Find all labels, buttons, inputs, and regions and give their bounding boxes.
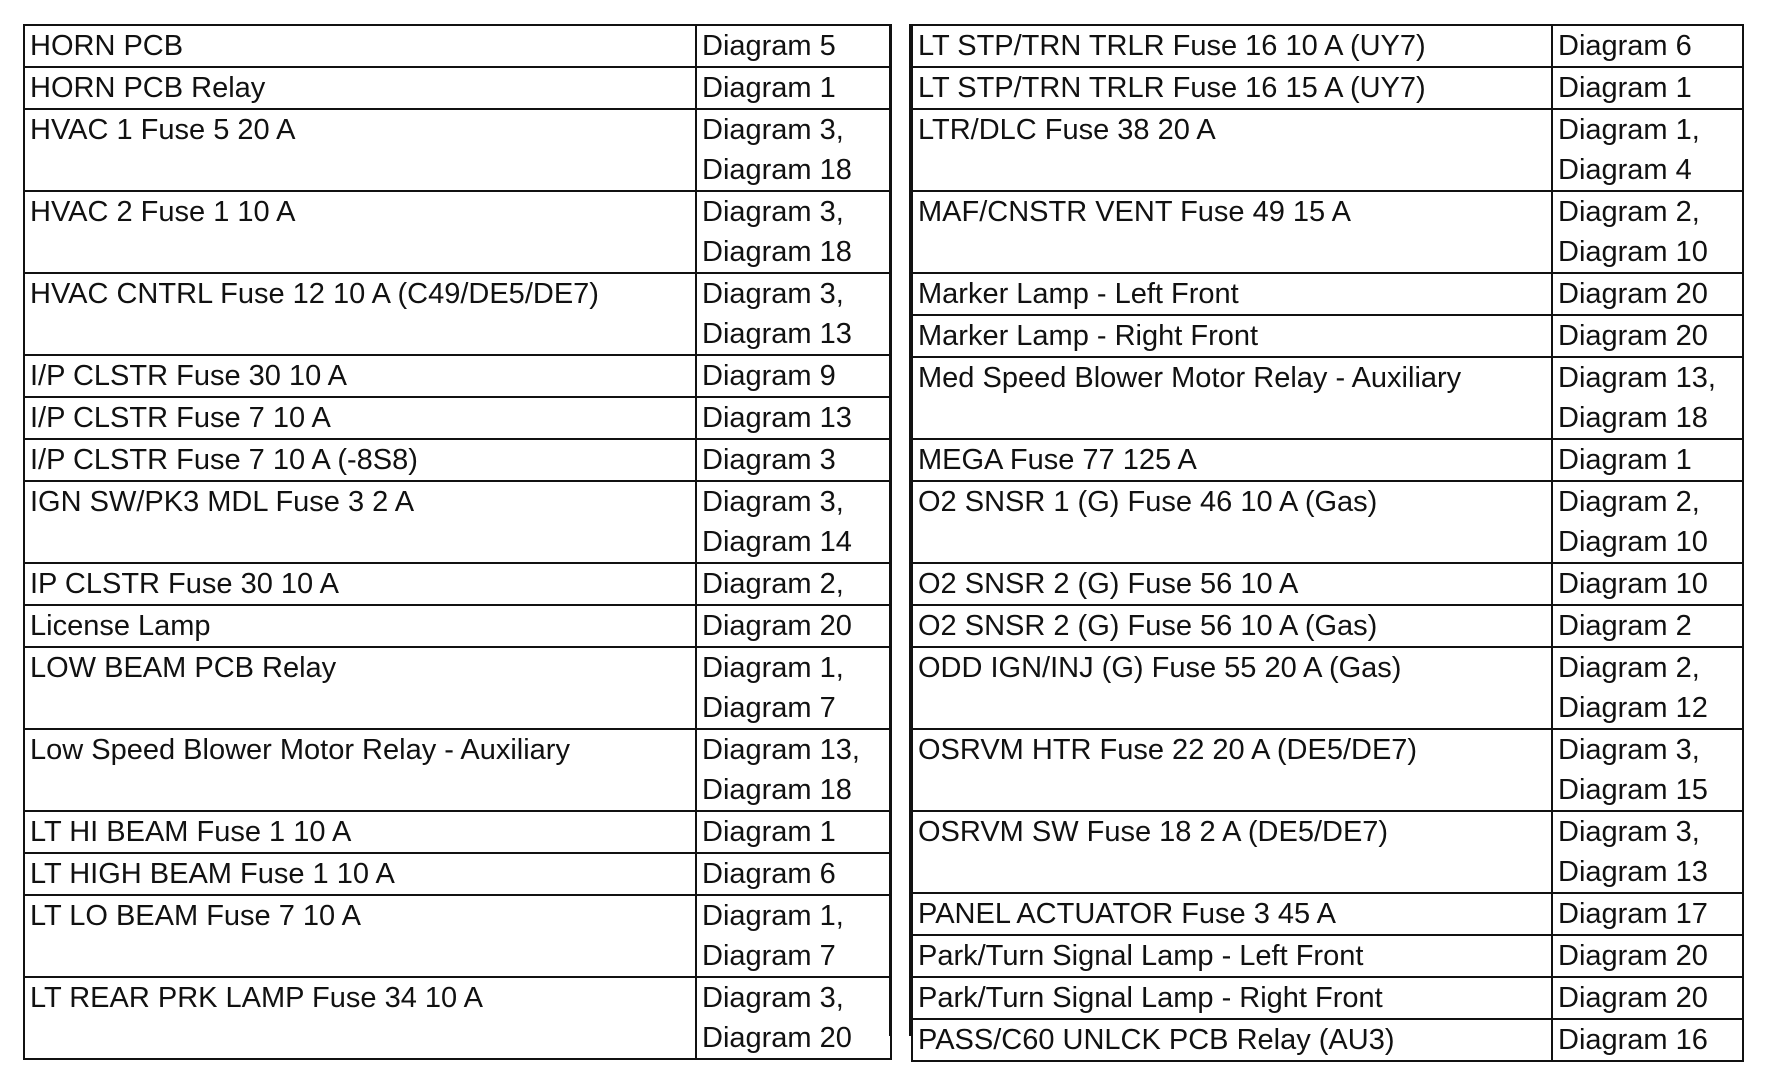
index-row — [912, 605, 1743, 647]
component-name-cell: IGN SW/PK3 MDL Fuse 3 2 A — [24, 481, 696, 563]
component-name-cell: LTR/DLC Fuse 38 20 A — [912, 109, 1552, 191]
index-row — [912, 893, 1743, 935]
component-name-cell: O2 SNSR 2 (G) Fuse 56 10 A — [912, 563, 1552, 605]
diagram-reference-cell: Diagram 3 — [696, 439, 891, 481]
diagram-reference-cell: Diagram 18 — [696, 770, 891, 811]
index-row — [912, 1019, 1743, 1061]
diagram-reference-cell: Diagram 1 — [696, 811, 891, 853]
diagram-reference-cell: Diagram 20 — [696, 1018, 891, 1059]
column-separator-line — [889, 24, 891, 1036]
component-name-cell: LOW BEAM PCB Relay — [24, 647, 696, 729]
component-name-cell: Marker Lamp - Right Front — [912, 315, 1552, 357]
index-row — [912, 647, 1743, 688]
diagram-reference-cell: Diagram 18 — [696, 232, 891, 273]
component-name-cell: I/P CLSTR Fuse 7 10 A (-8S8) — [24, 439, 696, 481]
index-row — [912, 977, 1743, 1019]
index-row — [24, 853, 891, 895]
diagram-reference-cell: Diagram 2, — [1552, 481, 1743, 522]
diagram-reference-cell: Diagram 3, — [696, 481, 891, 522]
component-name-cell: PANEL ACTUATOR Fuse 3 45 A — [912, 893, 1552, 935]
component-name-cell: IP CLSTR Fuse 30 10 A — [24, 563, 696, 605]
component-name-cell: LT STP/TRN TRLR Fuse 16 10 A (UY7) — [912, 25, 1552, 67]
index-row — [912, 563, 1743, 605]
component-name-cell: LT LO BEAM Fuse 7 10 A — [24, 895, 696, 977]
diagram-reference-cell: Diagram 7 — [696, 936, 891, 977]
diagram-reference-cell: Diagram 1, — [696, 895, 891, 936]
diagram-reference-cell: Diagram 1, — [1552, 109, 1743, 150]
component-name-cell: LT HI BEAM Fuse 1 10 A — [24, 811, 696, 853]
component-name-cell: Park/Turn Signal Lamp - Left Front — [912, 935, 1552, 977]
index-row — [912, 729, 1743, 770]
index-row — [24, 25, 891, 67]
component-name-cell: HVAC 1 Fuse 5 20 A — [24, 109, 696, 191]
diagram-reference-cell: Diagram 1 — [1552, 439, 1743, 481]
component-name-cell: HORN PCB — [24, 25, 696, 67]
diagram-reference-cell: Diagram 3, — [696, 273, 891, 314]
diagram-reference-cell: Diagram 2, — [1552, 191, 1743, 232]
diagram-reference-cell: Diagram 20 — [696, 605, 891, 647]
index-row — [24, 439, 891, 481]
diagram-reference-cell: Diagram 13 — [696, 314, 891, 355]
diagram-reference-cell: Diagram 13 — [1552, 852, 1743, 893]
diagram-reference-cell: Diagram 20 — [1552, 273, 1743, 315]
index-row — [912, 935, 1743, 977]
index-row — [24, 729, 891, 770]
index-row — [24, 397, 891, 439]
diagram-reference-cell: Diagram 1 — [1552, 67, 1743, 109]
diagram-reference-cell: Diagram 20 — [1552, 977, 1743, 1019]
index-row — [912, 315, 1743, 357]
index-row — [24, 977, 891, 1018]
index-row — [912, 109, 1743, 150]
diagram-reference-cell: Diagram 17 — [1552, 893, 1743, 935]
diagram-reference-cell: Diagram 3, — [696, 977, 891, 1018]
index-row — [24, 355, 891, 397]
component-name-cell: O2 SNSR 2 (G) Fuse 56 10 A (Gas) — [912, 605, 1552, 647]
index-row — [24, 67, 891, 109]
component-name-cell: LT REAR PRK LAMP Fuse 34 10 A — [24, 977, 696, 1059]
component-name-cell: I/P CLSTR Fuse 30 10 A — [24, 355, 696, 397]
component-name-cell: ODD IGN/INJ (G) Fuse 55 20 A (Gas) — [912, 647, 1552, 729]
diagram-reference-cell: Diagram 13 — [696, 397, 891, 439]
diagram-reference-cell: Diagram 7 — [696, 688, 891, 729]
index-row — [912, 273, 1743, 315]
component-name-cell: Park/Turn Signal Lamp - Right Front — [912, 977, 1552, 1019]
diagram-reference-cell: Diagram 12 — [1552, 688, 1743, 729]
diagram-reference-cell: Diagram 15 — [1552, 770, 1743, 811]
diagram-reference-cell: Diagram 10 — [1552, 232, 1743, 273]
diagram-reference-cell: Diagram 2, — [696, 563, 891, 605]
component-name-cell: Low Speed Blower Motor Relay - Auxiliary — [24, 729, 696, 811]
diagram-reference-cell: Diagram 16 — [1552, 1019, 1743, 1061]
diagram-reference-cell: Diagram 3, — [1552, 811, 1743, 852]
diagram-reference-cell: Diagram 1 — [696, 67, 891, 109]
component-name-cell: LT HIGH BEAM Fuse 1 10 A — [24, 853, 696, 895]
diagram-reference-cell: Diagram 20 — [1552, 315, 1743, 357]
index-row — [912, 25, 1743, 67]
index-row — [912, 357, 1743, 398]
diagram-reference-cell: Diagram 13, — [696, 729, 891, 770]
diagram-reference-cell: Diagram 18 — [1552, 398, 1743, 439]
component-name-cell: MAF/CNSTR VENT Fuse 49 15 A — [912, 191, 1552, 273]
index-row — [912, 191, 1743, 232]
index-row — [912, 811, 1743, 852]
component-name-cell: PASS/C60 UNLCK PCB Relay (AU3) — [912, 1019, 1552, 1061]
index-table-right-body — [912, 25, 1743, 1061]
index-row — [912, 481, 1743, 522]
diagram-reference-cell: Diagram 3, — [1552, 729, 1743, 770]
component-name-cell: HVAC 2 Fuse 1 10 A — [24, 191, 696, 273]
diagram-reference-cell: Diagram 13, — [1552, 357, 1743, 398]
diagram-reference-cell: Diagram 6 — [696, 853, 891, 895]
diagram-reference-cell: Diagram 14 — [696, 522, 891, 563]
component-name-cell: O2 SNSR 1 (G) Fuse 46 10 A (Gas) — [912, 481, 1552, 563]
index-row — [24, 647, 891, 688]
index-row — [24, 481, 891, 522]
component-name-cell: HVAC CNTRL Fuse 12 10 A (C49/DE5/DE7) — [24, 273, 696, 355]
component-name-cell: Med Speed Blower Motor Relay - Auxiliary — [912, 357, 1552, 439]
diagram-reference-cell: Diagram 3, — [696, 191, 891, 232]
diagram-reference-cell: Diagram 10 — [1552, 522, 1743, 563]
component-name-cell: LT STP/TRN TRLR Fuse 16 15 A (UY7) — [912, 67, 1552, 109]
index-row — [24, 895, 891, 936]
diagram-reference-cell: Diagram 1, — [696, 647, 891, 688]
component-name-cell: OSRVM HTR Fuse 22 20 A (DE5/DE7) — [912, 729, 1552, 811]
component-name-cell: Marker Lamp - Left Front — [912, 273, 1552, 315]
diagram-reference-cell: Diagram 20 — [1552, 935, 1743, 977]
diagram-reference-cell: Diagram 6 — [1552, 25, 1743, 67]
component-name-cell: MEGA Fuse 77 125 A — [912, 439, 1552, 481]
component-name-cell: I/P CLSTR Fuse 7 10 A — [24, 397, 696, 439]
index-row — [912, 67, 1743, 109]
index-row — [24, 109, 891, 150]
index-row — [24, 605, 891, 647]
component-name-cell: License Lamp — [24, 605, 696, 647]
index-row — [24, 811, 891, 853]
diagram-reference-cell: Diagram 18 — [696, 150, 891, 191]
index-row — [24, 191, 891, 232]
diagram-reference-cell: Diagram 2, — [1552, 647, 1743, 688]
diagram-reference-cell: Diagram 4 — [1552, 150, 1743, 191]
index-row — [24, 273, 891, 314]
diagram-reference-cell: Diagram 9 — [696, 355, 891, 397]
index-table-left — [23, 24, 892, 1060]
index-table-left-body — [24, 25, 891, 1059]
diagram-reference-cell: Diagram 3, — [696, 109, 891, 150]
index-row — [24, 563, 891, 605]
index-table-right — [911, 24, 1744, 1062]
component-name-cell: HORN PCB Relay — [24, 67, 696, 109]
index-row — [912, 439, 1743, 481]
diagram-reference-cell: Diagram 10 — [1552, 563, 1743, 605]
diagram-reference-cell: Diagram 5 — [696, 25, 891, 67]
component-name-cell: OSRVM SW Fuse 18 2 A (DE5/DE7) — [912, 811, 1552, 893]
diagram-reference-cell: Diagram 2 — [1552, 605, 1743, 647]
